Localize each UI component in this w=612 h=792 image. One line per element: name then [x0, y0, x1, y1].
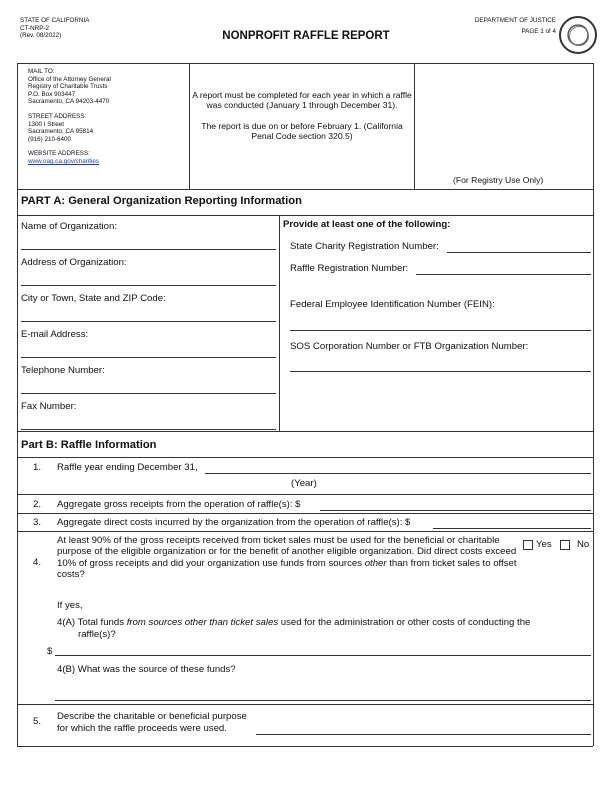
org-address-field[interactable] — [21, 285, 276, 286]
no-checkbox[interactable] — [560, 540, 570, 550]
q4a-question: 4(A) Total funds from sources other than ticket sales used for the administration or other costs of conducting the — [57, 617, 531, 628]
city-state-zip-field[interactable] — [21, 321, 276, 322]
org-address-label: Address of Organization: — [21, 257, 127, 268]
q2-number: 2. — [33, 499, 42, 510]
q4a-amount-field[interactable] — [55, 655, 591, 656]
q5-number: 5. — [33, 716, 42, 727]
yes-checkbox[interactable] — [523, 540, 533, 550]
raffle-year-field[interactable] — [205, 473, 591, 474]
form-number: CT-NRP-2 — [20, 24, 50, 32]
direct-costs-field[interactable] — [433, 528, 591, 529]
city-state-zip-label: City or Town, State and ZIP Code: — [21, 293, 166, 304]
q5-label-line1: Describe the charitable or beneficial purpose — [57, 711, 247, 722]
fax-field[interactable] — [21, 429, 276, 430]
mail-to-block — [28, 68, 111, 166]
state-charity-label: State Charity Registration Number: — [290, 241, 439, 252]
form-title: NONPROFIT RAFFLE REPORT — [222, 30, 390, 42]
part-a-heading: PART A: General Organization Reporting Information — [21, 195, 302, 207]
street-address-label: STREET ADDRESS: — [28, 112, 87, 120]
street-line: (916) 210-6400 — [28, 135, 72, 143]
department-seal-icon — [559, 16, 597, 54]
q4-question: At least 90% of the gross receipts received from ticket sales must be used for the beneficial or charitable purpose of the eligible organization or for the benefit of another eligible organization. Did direct costs exceed 10% of gross receipts and did your organization use funds from sources other than from ticket sales to offset costs? — [57, 535, 517, 581]
fein-label: Federal Employee Identification Number (FEIN): — [290, 299, 495, 310]
website-label: WEBSITE ADDRESS: — [28, 150, 90, 158]
q2-label: Aggregate gross receipts from the operation of raffle(s): $ — [57, 499, 301, 510]
website-link[interactable]: www.oag.ca.gov/charities — [28, 157, 100, 165]
registry-use-label: (For Registry Use Only) — [453, 175, 544, 185]
yes-label: Yes — [536, 539, 552, 550]
state-charity-field[interactable] — [447, 252, 591, 253]
notice-paragraph-1: A report must be completed for each year in which a raffle was conducted (January 1 through December 31). — [192, 90, 412, 111]
fax-label: Fax Number: — [21, 401, 77, 412]
q3-number: 3. — [33, 517, 42, 528]
dollar-sign: $ — [47, 646, 53, 657]
raffle-registration-label: Raffle Registration Number: — [290, 263, 409, 274]
org-name-label: Name of Organization: — [21, 221, 117, 232]
if-yes-label: If yes, — [57, 600, 83, 611]
street-line: Sacramento, CA 95814 — [28, 128, 94, 136]
gross-receipts-field[interactable] — [320, 510, 591, 511]
notice-block — [192, 90, 412, 142]
q4-number: 4. — [33, 557, 42, 568]
mail-line: Registry of Charitable Trusts — [28, 83, 108, 91]
purpose-field[interactable] — [256, 734, 591, 735]
year-caption: (Year) — [291, 478, 317, 489]
telephone-label: Telephone Number: — [21, 365, 105, 376]
state-label: STATE OF CALIFORNIA — [20, 17, 90, 24]
sos-label: SOS Corporation Number or FTB Organization Number: — [290, 341, 529, 352]
street-line: 1300 I Street — [28, 120, 65, 128]
agency-right — [440, 17, 556, 35]
sos-field[interactable] — [290, 371, 591, 372]
email-label: E-mail Address: — [21, 329, 89, 340]
telephone-field[interactable] — [21, 393, 276, 394]
page-number: PAGE 1 of 4 — [521, 27, 556, 35]
q3-label: Aggregate direct costs incurred by the organization from the operation of raffle(s): $ — [57, 517, 411, 528]
org-name-field[interactable] — [21, 249, 276, 250]
email-field[interactable] — [21, 357, 276, 358]
notice-paragraph-2: The report is due on or before February 1. (California Penal Code section 320.5) — [201, 120, 403, 142]
q4b-question: 4(B) What was the source of these funds? — [57, 664, 236, 675]
mail-to-label: MAIL TO: — [28, 68, 55, 75]
q1-number: 1. — [33, 462, 42, 473]
no-label: No — [577, 539, 590, 550]
department-label: DEPARTMENT OF JUSTICE — [474, 17, 556, 24]
q5-label-line2: for which the raffle proceeds were used. — [57, 723, 227, 734]
fein-field[interactable] — [290, 330, 591, 331]
provide-one-heading: Provide at least one of the following: — [283, 219, 451, 230]
mail-line: Office of the Attorney General — [28, 75, 111, 83]
mail-line: P.O. Box 903447 — [28, 90, 76, 98]
mail-line: Sacramento, CA 94203-4470 — [28, 98, 110, 106]
raffle-registration-field[interactable] — [416, 274, 591, 275]
q1-label: Raffle year ending December 31, — [57, 462, 198, 473]
q4b-source-field[interactable] — [55, 700, 591, 701]
q4a-question-line2: raffle(s)? — [78, 629, 116, 640]
revision-date: (Rev. 08/2022) — [20, 32, 62, 40]
part-b-heading: Part B: Raffle Information — [21, 439, 157, 451]
